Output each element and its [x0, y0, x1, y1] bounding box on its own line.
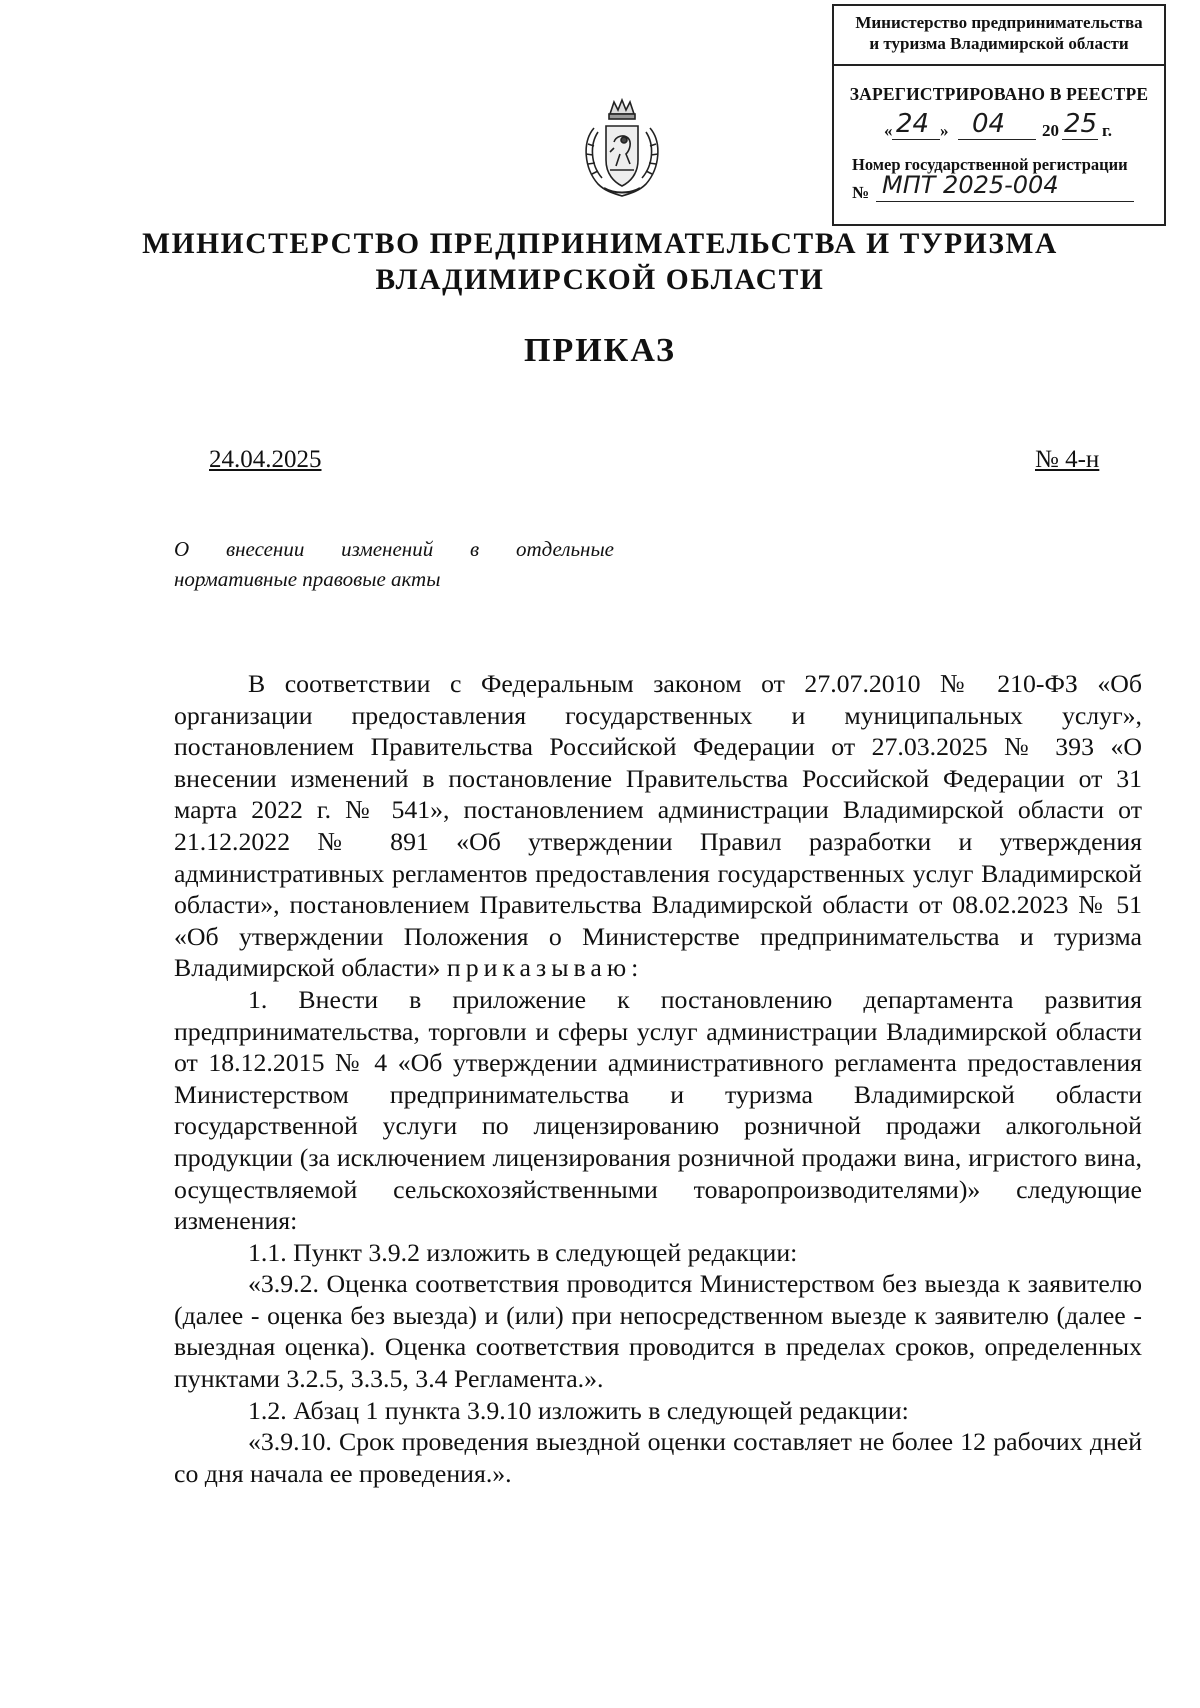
registration-stamp [832, 4, 1166, 226]
body-paragraph-preamble [174, 668, 1142, 984]
order-word: приказываю: [446, 953, 644, 983]
document-number: № 4-н [1035, 446, 1100, 473]
stamp-month: 04 [972, 109, 1006, 139]
stamp-number-row [834, 171, 1164, 205]
stamp-ministry [834, 6, 1164, 66]
stamp-year-unit: г. [1102, 121, 1113, 140]
stamp-date-row: « 24 » 04 20 25 г. [884, 109, 1113, 140]
organization-title [0, 226, 1200, 298]
body-paragraph-3-9-2: «3.9.2. Оценка соответствия проводится Министерством без выезда к заявителю (далее - оценка без выезда) и (или) при непосредственном выезде к заявителю (далее - выездная оценка). Оценка соответствия проводится в пределах сроков, определенных пунктами 3.2.5, 3.3.5, 3.4 Регламента.». [174, 1269, 1142, 1394]
organization-title-line1: МИНИСТЕРСТВО ПРЕДПРИНИМАТЕЛЬСТВА И ТУРИЗМА [142, 228, 1058, 260]
stamp-ministry-line2: и туризма Владимирской области [869, 34, 1129, 53]
stamp-number-sign: № [852, 183, 870, 202]
document-date: 24.04.2025 [209, 446, 322, 473]
document-body [174, 668, 1142, 1489]
subject-line2: нормативные правовые акты [174, 567, 441, 591]
coat-of-arms-emblem [580, 98, 664, 198]
body-paragraph-1-2: 1.2. Абзац 1 пункта 3.9.10 изложить в следующей редакции: [248, 1395, 909, 1425]
stamp-day: 24 [896, 109, 930, 139]
document-type: ПРИКАЗ [524, 332, 676, 369]
body-paragraph-1-1: 1.1. Пункт 3.9.2 изложить в следующей редакции: [248, 1237, 798, 1267]
stamp-year-prefix: 20 [1042, 121, 1059, 140]
body-preamble-text: В соответствии с Федеральным законом от 27.07.2010 № 210-ФЗ «Об организации предоставления государственных и муниципальных услуг», постановлением Правительства Российской Федерации от 27.03.2025 № 393 «О внесении изменений в постановление Правительства Российской Федерации от 31 марта 2022 г. № 541», постановлением администрации Владимирской области от 21.12.2022 № 891 «Об утверждении Правил разработки и утверждения административных регламентов предоставления государственных услуг Владимирской области», постановлением Правительства Владимирской области от 08.02.2023 № 51 «Об утверждении Положения о Министерстве предпринимательства и туризма Владимирской области» [174, 669, 1142, 983]
organization-title-line2: ВЛАДИМИРСКОЙ ОБЛАСТИ [375, 264, 825, 296]
subject-line1: О внесении изменений в отдельные [174, 537, 614, 561]
stamp-reg-number: МПТ 2025-004 [882, 171, 1059, 199]
body-paragraph-1: 1. Внести в приложение к постановлению департамента развития предпринимательства, торговли и сферы услуг администрации Владимирской области от 18.12.2015 № 4 «Об утверждении административного регламента предоставления Министерством предпринимательства и туризма Владимирской области государственной услуги по лицензированию розничной продажи алкогольной продукции (за исключением лицензирования розничной продажи вина, игристого вина, осуществляемой сельскохозяйственными товаропроизводителями)» следующие изменения: [174, 984, 1142, 1236]
body-paragraph-3-9-10: «3.9.10. Срок проведения выездной оценки составляет не более 12 рабочих дней со дня начала ее проведения.». [174, 1427, 1142, 1488]
document-subject [174, 534, 614, 594]
stamp-year-suffix: 25 [1064, 109, 1098, 139]
stamp-registered-label: ЗАРЕГИСТРИРОВАНО В РЕЕСТРЕ [849, 84, 1149, 104]
stamp-ministry-line1: Министерство предпринимательства [855, 13, 1143, 32]
stamp-number-label: Номер государственной регистрации [852, 155, 1128, 174]
